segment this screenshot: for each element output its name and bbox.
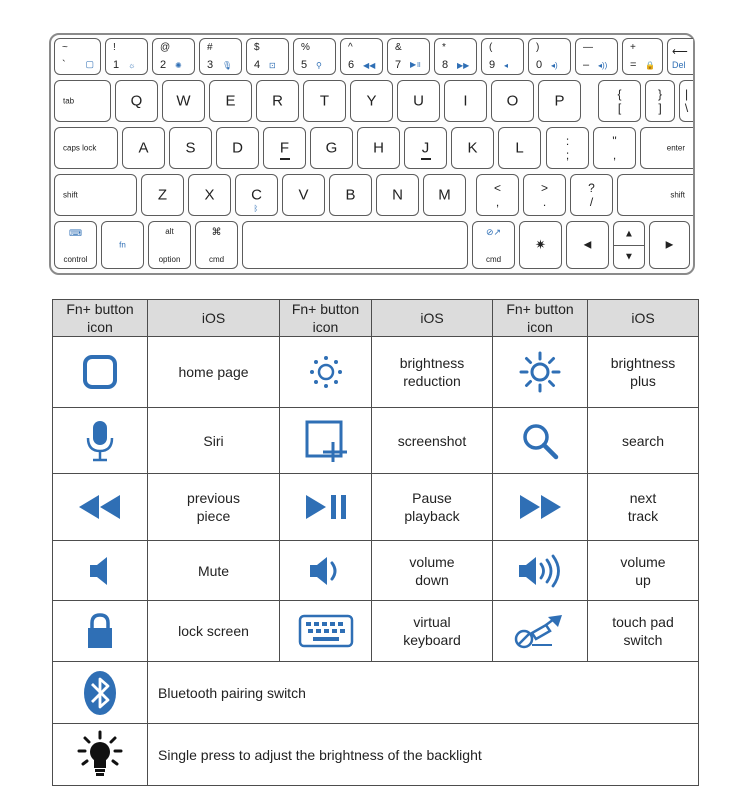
key-p — [538, 80, 581, 122]
icon-cell — [53, 601, 148, 662]
key-8: * 8 ▶▶ — [434, 38, 477, 75]
key-letter: Q — [130, 92, 143, 110]
function-label: home page — [148, 337, 280, 408]
key-v — [282, 174, 325, 216]
key-k — [451, 127, 494, 169]
key-equals: + = 🔒 — [622, 38, 663, 75]
key-letter: W — [176, 92, 191, 110]
arrow-down-icon: ▼ — [624, 251, 634, 263]
key-arrow-left — [566, 221, 609, 269]
bluetooth-icon — [82, 669, 118, 717]
home-row-bump — [280, 158, 290, 160]
fn-function-table — [52, 299, 699, 786]
previous-icon — [77, 492, 123, 522]
key-i — [444, 80, 487, 122]
brightness-reduction-icon: ☼ — [128, 61, 136, 70]
key-comma: < , — [476, 174, 519, 216]
key-right-bracket: } ] — [645, 80, 675, 122]
key-letter: H — [373, 139, 384, 157]
siri-microphone-icon: 🎙 — [222, 61, 233, 70]
key-s — [169, 127, 212, 169]
icon-cell — [280, 474, 372, 541]
function-label: previous piece — [148, 474, 280, 541]
arrow-right-icon: ▶ — [665, 239, 674, 251]
key-letter: B — [345, 186, 356, 204]
key-fn: fn — [101, 221, 144, 269]
key-letter: C — [251, 186, 262, 204]
brightness-plus-icon: ✺ — [175, 61, 182, 70]
key-enter: enter — [640, 127, 693, 169]
table-row — [53, 601, 699, 662]
keyboard-diagram — [49, 33, 695, 275]
key-c — [235, 174, 278, 216]
key-n — [376, 174, 419, 216]
key-9: ( 9 ◂ — [481, 38, 524, 75]
key-delete: ⟵ Del — [667, 38, 693, 75]
key-letter: T — [319, 92, 330, 110]
key-shift-right: shift — [617, 174, 693, 216]
key-arrow-down — [613, 245, 645, 269]
key-letter: F — [279, 139, 290, 157]
virtual-keyboard-icon — [298, 614, 354, 648]
function-label: Mute — [148, 541, 280, 601]
table-row — [53, 474, 699, 541]
key-arrow-up — [613, 221, 645, 245]
backlight-bulb-icon — [76, 730, 124, 780]
function-label: screenshot — [372, 408, 493, 474]
table-row-backlight — [53, 724, 699, 786]
key-shift-left: shift — [54, 174, 137, 216]
icon-cell — [53, 474, 148, 541]
key-2: @ 2 ✺ — [152, 38, 195, 75]
key-letter: D — [232, 139, 243, 157]
arrow-up-icon: ▲ — [624, 228, 634, 239]
function-label: next track — [588, 474, 699, 541]
key-letter: M — [438, 186, 451, 204]
volume-up-icon — [516, 552, 564, 590]
key-cmd-right: ⊘↗ cmd — [472, 221, 515, 269]
key-semicolon: : ; — [546, 127, 589, 169]
icon-cell — [53, 541, 148, 601]
icon-cell — [493, 601, 588, 662]
icon-cell — [493, 408, 588, 474]
mute-icon: ◂ — [504, 61, 509, 70]
touchpad-switch-icon: ⊘↗ — [485, 227, 502, 237]
brightness-plus-icon — [518, 350, 562, 394]
delete-arrow-icon: ⟵ — [672, 46, 688, 58]
table-row-bluetooth — [53, 662, 699, 724]
touchpad-switch-icon — [512, 611, 568, 651]
keyboard-small-icon: ⌨ — [69, 228, 82, 238]
table-header-row — [53, 300, 699, 337]
screenshot-icon: ⊡ — [269, 61, 276, 70]
key-letter: A — [138, 139, 149, 157]
key-m — [423, 174, 466, 216]
icon-cell — [53, 337, 148, 408]
backlight-label: Single press to adjust the brightness of the backlight — [148, 724, 699, 786]
key-slash: ? / — [570, 174, 613, 216]
icon-cell — [493, 474, 588, 541]
key-j — [404, 127, 447, 169]
key-q — [115, 80, 158, 122]
function-label: Siri — [148, 408, 280, 474]
icon-cell — [53, 662, 148, 724]
function-label: brightness plus — [588, 337, 699, 408]
lock-icon: 🔒 — [645, 61, 655, 70]
header-fn-icon-1: Fn+ button icon — [53, 300, 148, 337]
key-tilde: ~ ` ▢ — [54, 38, 101, 75]
icon-cell — [280, 541, 372, 601]
key-3: # 3 🎙 — [199, 38, 242, 75]
key-space — [242, 221, 468, 269]
key-b — [329, 174, 372, 216]
key-t — [303, 80, 346, 122]
key-7: & 7 ▶॥ — [387, 38, 430, 75]
next-icon — [517, 492, 563, 522]
volume-up-icon: ◂)) — [598, 61, 608, 70]
key-period: > . — [523, 174, 566, 216]
key-letter: S — [185, 139, 196, 157]
function-label: search — [588, 408, 699, 474]
key-1: ! 1 ☼ — [105, 38, 148, 75]
key-w — [162, 80, 205, 122]
mute-icon — [85, 554, 115, 588]
key-x — [188, 174, 231, 216]
key-0: ) 0 ◂) — [528, 38, 571, 75]
key-6: ^ 6 ◀◀ — [340, 38, 383, 75]
function-label: volume up — [588, 541, 699, 601]
key-4: $ 4 ⊡ — [246, 38, 289, 75]
play-pause-icon: ▶॥ — [410, 60, 421, 69]
icon-cell — [280, 601, 372, 662]
key-quote: " , — [593, 127, 636, 169]
previous-icon: ◀◀ — [363, 61, 376, 70]
key-f — [263, 127, 306, 169]
key-r — [256, 80, 299, 122]
key-letter: N — [392, 186, 403, 204]
icon-cell — [53, 408, 148, 474]
key-letter: E — [225, 92, 236, 110]
function-label: lock screen — [148, 601, 280, 662]
icon-cell — [493, 337, 588, 408]
key-arrow-right — [649, 221, 690, 269]
icon-cell — [280, 337, 372, 408]
header-ios-1: iOS — [148, 300, 280, 337]
bluetooth-icon: ᛒ — [253, 204, 259, 213]
key-o — [491, 80, 534, 122]
key-backslash: | \ — [679, 80, 693, 122]
key-cmd-left: ⌘ cmd — [195, 221, 238, 269]
key-letter: L — [515, 139, 524, 157]
header-fn-icon-3: Fn+ button icon — [493, 300, 588, 337]
brightness-reduction-icon — [306, 352, 346, 392]
table-row — [53, 408, 699, 474]
key-5: % 5 ⚲ — [293, 38, 336, 75]
header-ios-2: iOS — [372, 300, 493, 337]
volume-down-icon — [306, 554, 346, 588]
icon-cell — [280, 408, 372, 474]
backlight-bulb-icon: ✷ — [535, 237, 546, 252]
key-g — [310, 127, 353, 169]
siri-microphone-icon — [80, 418, 120, 464]
key-letter: G — [325, 139, 338, 157]
key-letter: X — [204, 186, 215, 204]
arrow-left-icon: ◀ — [583, 239, 592, 251]
header-fn-icon-2: Fn+ button icon — [280, 300, 372, 337]
key-option: alt option — [148, 221, 191, 269]
key-letter: Y — [366, 92, 377, 110]
lock-icon — [84, 611, 116, 651]
function-label: virtual keyboard — [372, 601, 493, 662]
screenshot-icon — [303, 418, 349, 464]
key-minus: — – ◂)) — [575, 38, 618, 75]
key-l — [498, 127, 541, 169]
key-y — [350, 80, 393, 122]
key-letter: V — [298, 186, 309, 204]
key-letter: K — [467, 139, 478, 157]
function-label: Pause playback — [372, 474, 493, 541]
bluetooth-pairing-label: Bluetooth pairing switch — [148, 662, 699, 724]
icon-cell — [493, 541, 588, 601]
key-letter: I — [463, 92, 468, 110]
search-icon — [519, 420, 561, 462]
key-caps-lock: caps lock — [54, 127, 118, 169]
home-square-icon: ▢ — [85, 59, 94, 69]
key-backlight — [519, 221, 562, 269]
key-h — [357, 127, 400, 169]
key-tab: tab — [54, 80, 111, 122]
header-ios-3: iOS — [588, 300, 699, 337]
key-z — [141, 174, 184, 216]
icon-cell — [53, 724, 148, 786]
function-label: brightness reduction — [372, 337, 493, 408]
home-square-icon — [80, 352, 120, 392]
key-letter: Z — [157, 186, 168, 204]
function-label: touch pad switch — [588, 601, 699, 662]
play-pause-icon — [302, 492, 350, 522]
key-letter: R — [272, 92, 283, 110]
key-letter: O — [506, 92, 519, 110]
key-letter: J — [421, 139, 430, 157]
search-icon: ⚲ — [316, 61, 322, 70]
next-icon: ▶▶ — [457, 61, 470, 70]
table-row — [53, 337, 699, 408]
table-row — [53, 541, 699, 601]
function-label: volume down — [372, 541, 493, 601]
home-row-bump — [421, 158, 431, 160]
key-u — [397, 80, 440, 122]
key-e — [209, 80, 252, 122]
key-d — [216, 127, 259, 169]
key-a — [122, 127, 165, 169]
key-letter: U — [413, 92, 424, 110]
key-letter: P — [554, 92, 565, 110]
key-control: ⌨ control — [54, 221, 97, 269]
volume-down-icon: ◂) — [551, 61, 558, 70]
key-left-bracket: { [ — [598, 80, 641, 122]
